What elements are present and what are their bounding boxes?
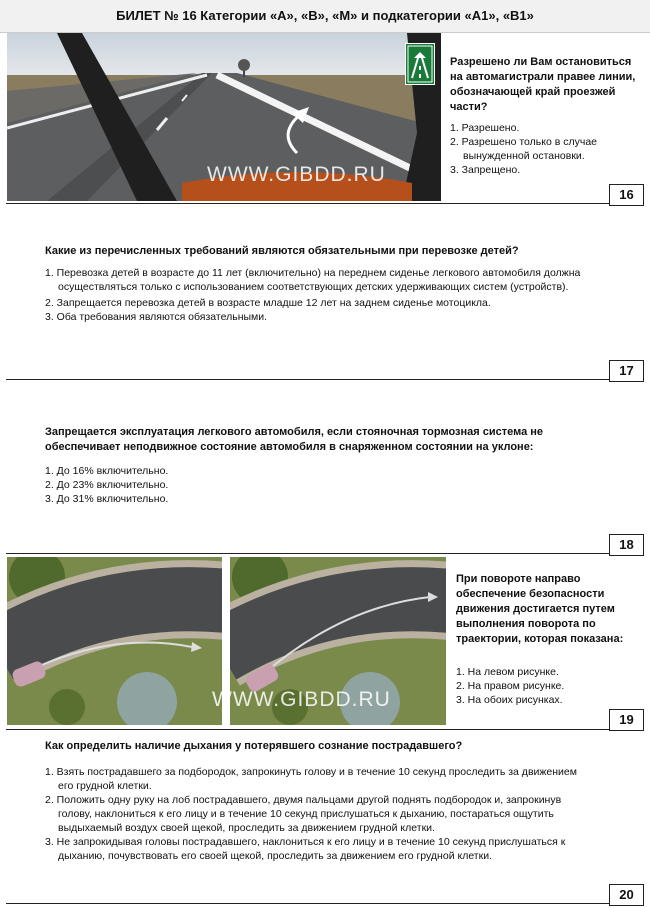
question-number: 20 — [609, 884, 644, 906]
question-number: 19 — [609, 709, 644, 731]
answer-16-2[interactable]: 2. Разрешено только в случае вынужденной остановки. — [450, 136, 597, 162]
question-19 — [0, 555, 650, 730]
left-turn-picture — [7, 557, 222, 725]
divider — [6, 553, 644, 554]
question-19-answers — [456, 665, 636, 707]
question-16-text: Разрешено ли Вам остановиться на автомагистрали правее линии, обозначающей край проезжей части? — [450, 56, 636, 113]
answer-20-2[interactable]: 2. Положить одну руку на лоб пострадавшего, двумя пальцами другой поднять подбородок и, запрокинув голову, наклониться к его лицу и в течение 10 секунд прислушаться к дыханию, постараться ощутить выдыхаемый воздух своей щекой, проследить за движением грудной клетки. — [45, 794, 562, 834]
question-20-text: Как определить наличие дыхания у потерявшего сознание пострадавшего? — [45, 740, 463, 752]
question-18 — [0, 380, 650, 555]
answer-16-1[interactable]: 1. Разрешено. — [450, 122, 520, 134]
answer-16-3[interactable]: 3. Запрещено. — [450, 164, 521, 176]
answer-17-1[interactable]: 1. Перевозка детей в возрасте до 11 лет (включительно) на переднем сиденье легкового автомобиля должна осуществляться только с использованием соответствующих детских удерживающих систем (устройств). — [45, 267, 581, 293]
question-20-answers — [45, 765, 590, 863]
question-16 — [0, 33, 650, 205]
question-number: 18 — [609, 534, 644, 556]
answer-18-3[interactable]: 3. До 31% включительно. — [45, 493, 169, 505]
divider — [6, 903, 644, 904]
divider — [6, 203, 644, 204]
question-19-text: При повороте направо обеспечение безопасности движения достигается путем выполнения поворота по траектории, которая показана: — [456, 573, 624, 645]
highway-photo — [7, 33, 441, 201]
question-18-answers — [45, 464, 620, 506]
answer-20-1[interactable]: 1. Взять пострадавшего за подбородок, запрокинуть голову и в течение 10 секунд проследить за движением его грудной клетки. — [45, 766, 577, 792]
answer-17-3[interactable]: 3. Оба требования являются обязательными. — [45, 311, 268, 323]
question-number: 16 — [609, 184, 644, 206]
answer-19-1[interactable]: 1. На левом рисунке. — [456, 666, 559, 678]
ticket-header: БИЛЕТ № 16 Категории «А», «В», «М» и подкатегории «А1», «В1» — [0, 0, 650, 33]
answer-17-2[interactable]: 2. Запрещается перевозка детей в возрасте младше 12 лет на заднем сиденье мотоцикла. — [45, 297, 491, 309]
question-17-answers — [45, 266, 620, 324]
answer-19-2[interactable]: 2. На правом рисунке. — [456, 680, 565, 692]
answer-18-1[interactable]: 1. До 16% включительно. — [45, 465, 169, 477]
watermark: WWW.GIBDD.RU — [212, 688, 391, 711]
question-17 — [0, 205, 650, 380]
motorway-sign — [405, 43, 435, 85]
question-17-text: Какие из перечисленных требований являются обязательными при перевозке детей? — [45, 245, 519, 257]
watermark: WWW.GIBDD.RU — [207, 163, 386, 186]
question-20 — [0, 730, 650, 908]
question-number: 17 — [609, 360, 644, 382]
answer-18-2[interactable]: 2. До 23% включительно. — [45, 479, 169, 491]
answer-20-3[interactable]: 3. Не запрокидывая головы пострадавшего, наклониться к его лицу и в течение 10 секунд прислушаться к дыханию, почувствовать его своей щекой, проследить за движением его грудной клетки. — [45, 836, 566, 862]
answer-19-3[interactable]: 3. На обоих рисунках. — [456, 694, 563, 706]
question-16-answers — [450, 121, 645, 177]
question-18-text: Запрещается эксплуатация легкового автомобиля, если стояночная тормозная система не обеспечивает неподвижное состояние автомобиля в снаряженном состоянии на уклоне: — [45, 426, 544, 453]
road-turn-left-image — [7, 557, 222, 725]
motorway-icon — [406, 44, 434, 84]
